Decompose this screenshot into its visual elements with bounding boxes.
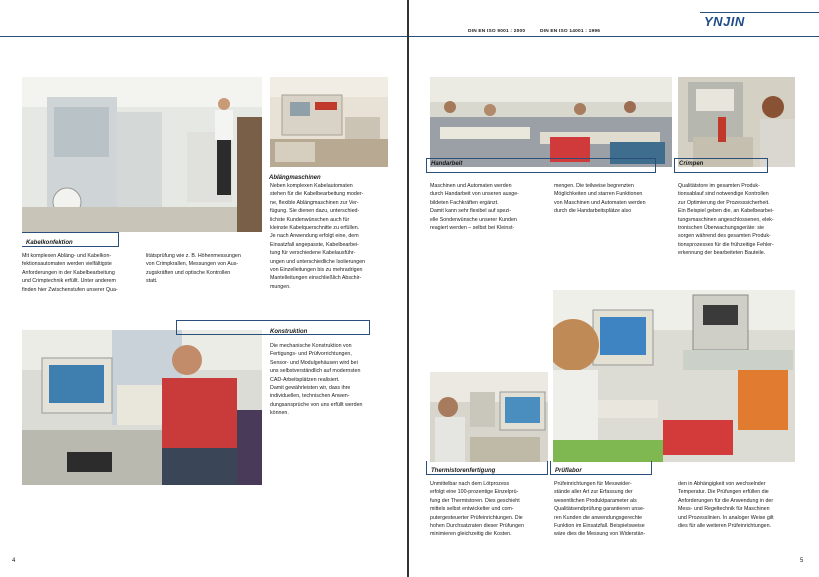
- handarbeit-photo: [430, 77, 672, 167]
- konstruktion-image: [22, 330, 262, 485]
- pruflabor-photo: [553, 290, 795, 462]
- kabelkonfektion-text-col1: Mit komplexen Abläng- und Kabelkon- fektionsautomaten werden vielfältigste Anforderungen in der Kabelbearbeitung und Crimptechnik erfüllt. Unter anderem finden hier Zwischenstufen unserer Qua-: [22, 253, 118, 293]
- crimpen-text: Qualitätstore im gesamten Produk- tionsablauf sind notwendige Kontrollen zur Optimierung der Prozesssicherheit. Ein Beispiel geben die, an Kabelbearbei- tungsmaschinen angeschlossenen, elek- tronischen Überwachungsgeräte: sie sorgen während des gesamten Produk- tionsprozesses für die frühzeitige Fehler- erkennung der bearbeiteten Bauteile.: [678, 183, 774, 257]
- pruflabor-caption-box: [550, 461, 652, 475]
- handarbeit-text-col2: mengen. Die teilweise begrenzten Möglichkeiten und starren Funktionen von Maschinen und Automaten werden durch die Handarbeitsplätze also: [554, 183, 646, 215]
- header-rule-right: [409, 36, 819, 37]
- crimpen-title: Crimpen: [679, 161, 704, 167]
- konstruktion-title: Konstruktion: [270, 329, 308, 335]
- handarbeit-title: Handarbeit: [431, 161, 463, 167]
- pruflabor-text-col1: Prüfeinrichtungen für Messwider- stände aller Art zur Erfassung der wesentlichen Produktparameter als Qualitätsendprüfung garantieren unse- ren Kunden die anwendungsgerechte Funktion im Einsatzfall. Beispielsweise wäre dies die Messung von Widerstän-: [554, 481, 646, 538]
- left-page-number: 4: [12, 558, 16, 564]
- kabelkonfektion-image: [22, 77, 262, 232]
- thermistor-image: [430, 372, 548, 462]
- crimpen-photo: [678, 77, 795, 167]
- thermistor-photo: [430, 372, 548, 462]
- kabelkonfektion-photo: [22, 77, 262, 232]
- iso-9001-label: DIN EN ISO 9001 : 2000: [468, 29, 526, 34]
- company-logo: [704, 13, 746, 31]
- ablaengmaschinen-image: [270, 77, 388, 167]
- handarbeit-text-col1: Maschinen und Automaten werden durch Handarbeit von unseren ausge- bildeten Fachkräften ergänzt. Damit kann sehr flexibel auf spezi- elle Sonderwünsche unserer Kunden reagiert werden – selbst bei Kleinst-: [430, 183, 519, 232]
- pruflabor-title: Prüflabor: [555, 468, 582, 474]
- pruflabor-text-col2: den in Abhängigkeit von wechselnder Temperatur. Die Prüfungen erfüllen die Anforderungen für die Anwendung in der Mess- und Regeltechnik für Maschinen und Prozesslinien. In analoger Weise gilt dies für alle weiteren Prüfeinrichtungen.: [678, 481, 774, 530]
- ablaengmaschinen-text: Neben komplexen Kabelautomaten stehen für die Kabelbearbeitung moder- ne, flexible Ablängmaschinen zur Ver- fügung. Sie dienen dazu, unterschied- lichste Kundenwünschen auch für kleinste Kabelquerschnitte zu erfüllen. Je nach Anwendung erfolgt eine, dem Einsatzfall angepasste, Kabelbearbei- tung für verschiedene Kabelausführ- ungen und unterschiedliche Isolierungen von Einzelleitungen bis zu mehradrigen Mantelleitungen einschließlich Abschir- mungen.: [270, 183, 366, 290]
- konstruktion-text: Die mechanische Konstruktion von Fertigungs- und Prüfvorrichtungen, Sensor- und Modulgehäusen wird bei uns selbstverständlich auf modernsten CAD-Arbeitsplätzen realisiert. Damit gewährleisten wir, dass ihre individuellen, technischen Anwen- dungsansprüche von uns erfüllt werden können.: [270, 343, 363, 417]
- iso-14001-label: DIN EN ISO 14001 : 1996: [540, 29, 601, 34]
- thermistor-title: Thermistorenfertigung: [431, 468, 496, 474]
- ablaengmaschinen-photo: [270, 77, 388, 167]
- thermistor-text: Unmittelbar nach dem Lötprozess erfolgt eine 100-prozentige Einzelprü- fung der Thermistoren. Dies geschieht mittels selbst entwickelter und com- putergesteuerter Prüfeinrichtungen. Die hohen Durchsatzraten dieser Prüfungen minimieren gleichzeitig die Kosten.: [430, 481, 524, 538]
- ablaengmaschinen-title: Ablängmaschinen: [269, 175, 321, 181]
- kabelkonfektion-caption-box: [22, 232, 119, 247]
- crimpen-caption-box: [674, 158, 768, 173]
- crimpen-image: [678, 77, 795, 167]
- handarbeit-caption-box: [426, 158, 656, 173]
- thermistor-caption-box: [426, 461, 548, 475]
- handarbeit-image: [430, 77, 672, 167]
- kabelkonfektion-text-col2: litätsprüfung wie z. B. Höhenmessungen von Crimpkrallen, Messungen von Aus- zugskräften und optische Kontrollen statt.: [146, 253, 241, 285]
- kabelkonfektion-title: Kabelkonfektion: [26, 240, 73, 246]
- logo-text: YNJIN: [704, 14, 745, 29]
- header-rule-left: [0, 36, 407, 37]
- konstruktion-photo: [22, 330, 262, 485]
- right-page-number: 5: [800, 558, 804, 564]
- page-spine: [407, 0, 409, 577]
- pruflabor-image: [553, 290, 795, 462]
